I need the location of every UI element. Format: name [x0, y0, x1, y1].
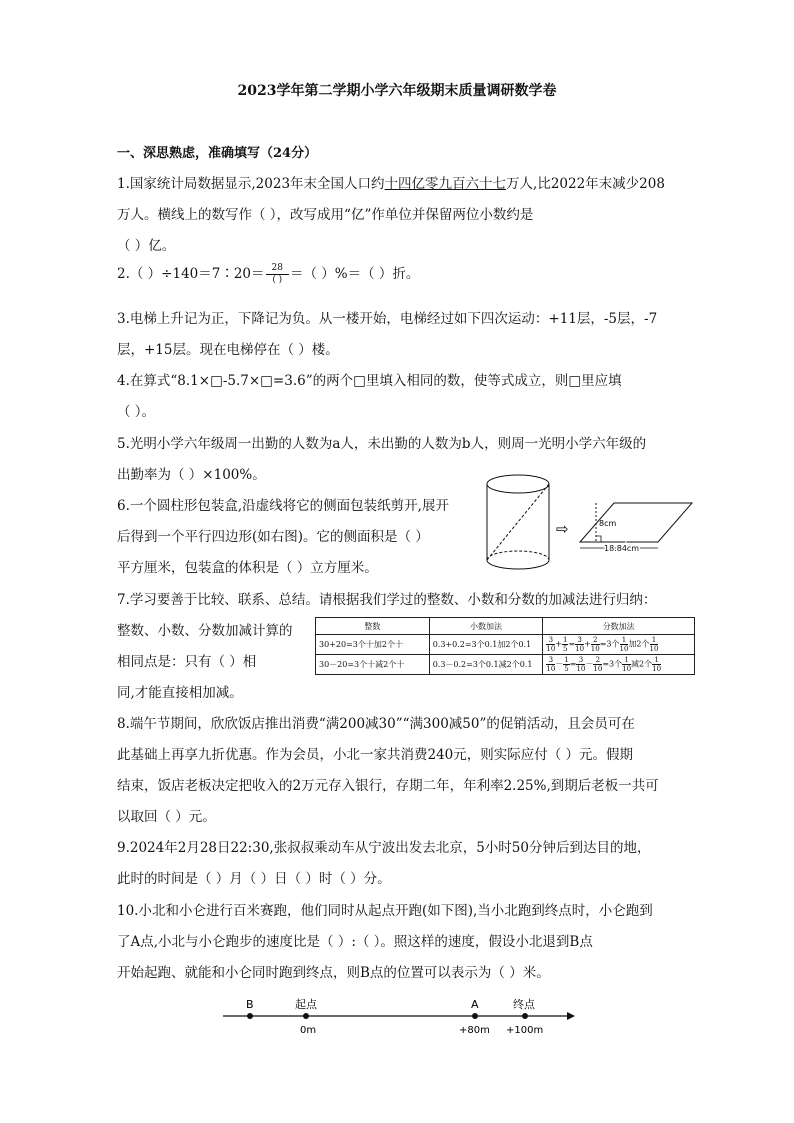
q2-denominator: ( ): [272, 275, 283, 285]
q3-line2: 层，+15层。现在电梯停在（ ）楼。: [117, 342, 339, 358]
q4-line2: （ ）。: [117, 404, 156, 420]
q7-line4: 同,才能直接相加减。: [117, 685, 243, 701]
table-cell: 30+20=3个十加2个十: [316, 635, 430, 655]
table-cell: 0.3－0.2=3个0.1减2个0.1: [429, 655, 543, 675]
q2-text-b: ＝（ ）%＝（ ）折。: [289, 266, 420, 282]
q6-line3: 平方厘米，包装盒的体积是（ ）立方厘米。: [117, 560, 378, 576]
q4-line1: 4.在算式“8.1×□-5.7×□=3.6”的两个□里填入相同的数，使等式成立，则□里应填: [117, 373, 622, 389]
table-header: 整数: [316, 618, 430, 635]
table-header: 小数加法: [429, 618, 543, 635]
label-a-pos: +80m: [459, 1025, 490, 1036]
cut-line: [487, 484, 549, 560]
q6-line2: 后得到一个平行四边形(如右图)。它的侧面积是（ ）: [117, 529, 429, 545]
label-zero: 0m: [300, 1025, 317, 1036]
table-header-row: [316, 618, 695, 635]
base-label: 18.84cm: [604, 544, 640, 553]
parallelogram-figure: [580, 503, 692, 553]
q7-line3: 相同点是：只有（ ）相: [117, 654, 257, 670]
label-start: 起点: [295, 998, 317, 1011]
q5-line1: 5.光明小学六年级周一出勤的人数为a人，未出勤的人数为b人，则周一光明小学六年级的: [117, 436, 647, 452]
page-title: 2023学年第二学期小学六年级期末质量调研数学卷: [237, 83, 557, 99]
q1-text-b: 万人,比2022年末减少208: [506, 176, 665, 192]
cylinder-figure: [487, 475, 549, 569]
q2-numerator: 28: [266, 263, 289, 275]
q5-line2: 出勤率为（ ）×100%。: [117, 467, 266, 483]
arrow-icon: ⇨: [556, 520, 569, 538]
q9-line1: 9.2024年2月28日22:30,张叔叔乘动车从宁波出发去北京，5小时50分钟后到达目的地，: [117, 840, 651, 856]
q10-line3: 开始起跑、就能和小仑同时跑到终点，则B点的位置可以表示为（ ）米。: [117, 965, 550, 981]
label-b: B: [246, 998, 254, 1011]
label-a: A: [471, 998, 479, 1011]
table-header: 分数加法: [543, 618, 695, 635]
q8-line3: 结束，饭店老板决定把收入的2万元存入银行，存期二年，年利率2.25%,到期后老板一共可: [117, 778, 659, 794]
q9-line2: 此时的时间是（ ）月（ ）日（ ）时（ ）分。: [117, 871, 391, 887]
table-row: [316, 655, 695, 675]
q1-line3: （ ）亿。: [117, 238, 176, 254]
point-finish: [522, 1013, 528, 1019]
q10-line2: 了A点,小北与小仑跑步的速度比是（ ）:（ ）。照这样的速度，假设小北退到B点: [117, 934, 593, 950]
table-cell-fraction: $\frac{3}{10}$ － $\frac{1}{5}$ = $\frac{3}{10}$ － $\frac{2}{10}$ =3个 $\frac{1}{10}$ 减2个 $\frac{1}{10}$: [543, 655, 695, 675]
point-start: [303, 1013, 309, 1019]
q2-text-a: 2.（ ）÷140＝7∶20＝: [117, 266, 265, 282]
table-cell: 30－20=3个十减2个十: [316, 655, 430, 675]
section-heading: 一、深思熟虑，准确填写（24分）: [117, 146, 318, 161]
q7-line1: 7.学习要善于比较、联系、总结。请根据我们学过的整数、小数和分数的加减法进行归纳：: [117, 592, 657, 608]
q1-text-a: 1.国家统计局数据显示,2023年末全国人口约: [117, 176, 385, 192]
q1-line2: 万人。横线上的数写作（ ），改写成用“亿”作单位并保留两位小数约是: [117, 207, 534, 223]
q7-line2: 整数、小数、分数加减计算的: [117, 623, 293, 639]
point-a: [472, 1013, 478, 1019]
point-b: [247, 1013, 253, 1019]
q3-line1: 3.电梯上升记为正，下降记为负。从一楼开始，电梯经过如下四次运动：+11层，-5层，-7: [117, 311, 658, 327]
label-finish: 终点: [513, 998, 535, 1011]
addition-comparison-table: [315, 617, 695, 675]
q6-figure: [480, 470, 700, 580]
q1-line1: [117, 172, 665, 192]
label-end: +100m: [506, 1025, 544, 1036]
q8-line1: 8.端午节期间，欣欣饭店推出消费“满200减30”“满300减50”的促销活动，且会员可在: [117, 716, 635, 732]
q8-line2: 此基础上再享九折优惠。作为会员，小北一家共消费240元，则实际应付（ ）元。假期: [117, 747, 634, 763]
q1-underlined-number: 十四亿零九百六十七: [384, 176, 507, 192]
q6-line1: 6.一个圆柱形包装盒,沿虚线将它的侧面包装纸剪开,展开: [117, 498, 449, 514]
q8-line4: 以取回（ ）元。: [117, 809, 216, 825]
height-label: 8cm: [599, 519, 617, 528]
race-number-line: [215, 995, 585, 1040]
table-row: [316, 635, 695, 655]
table-cell-fraction: $\frac{3}{10}$ + $\frac{1}{5}$ = $\frac{3}{10}$ + $\frac{2}{10}$ =3个 $\frac{1}{10}$ 加2个 $\frac{1}{10}$: [543, 635, 695, 655]
table-cell: 0.3+0.2=3个0.1加2个0.1: [429, 635, 543, 655]
arrow-head-icon: [567, 1012, 575, 1020]
q2-fraction: [266, 263, 289, 286]
q2-line: [117, 262, 419, 286]
q10-line1: 10.小北和小仑进行百米赛跑，他们同时从起点开跑(如下图),当小北跑到终点时，小仑跑到: [117, 903, 653, 919]
